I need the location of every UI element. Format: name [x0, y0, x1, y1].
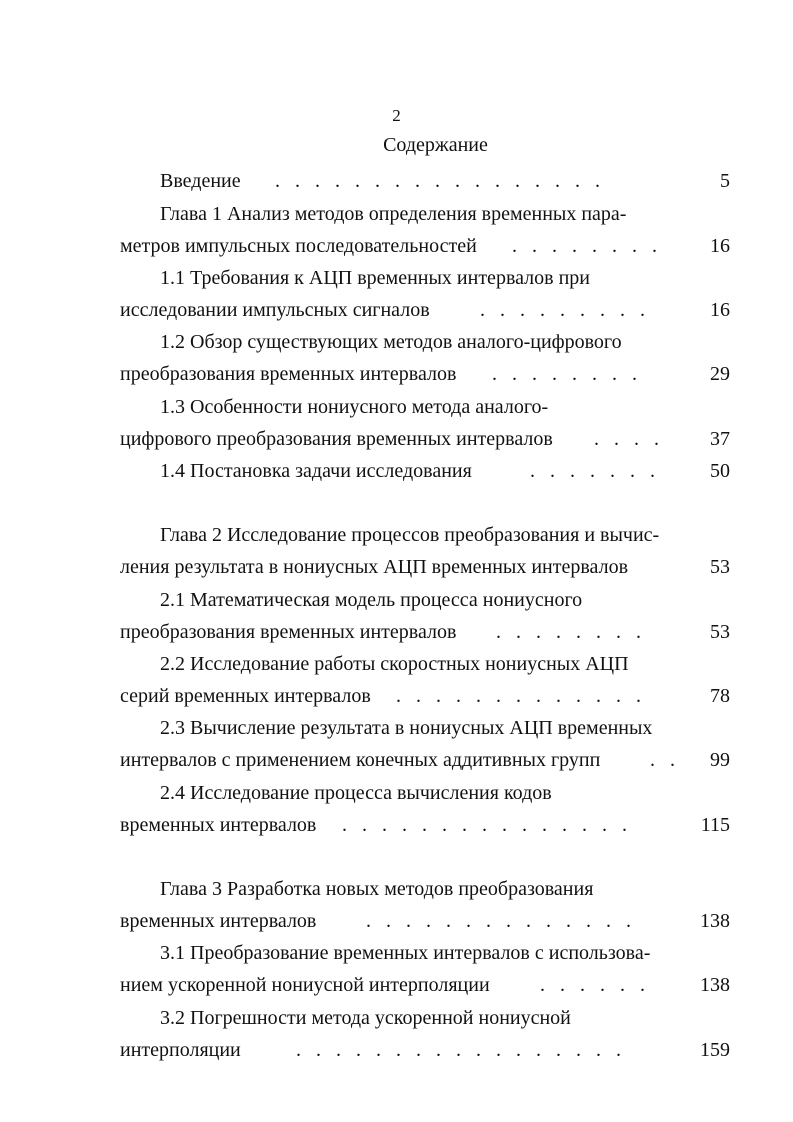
toc-entry-text: временных интервалов	[120, 814, 317, 836]
toc-leader: . .	[650, 749, 675, 771]
toc-page-number: 37	[710, 428, 730, 450]
toc-entry-text: нием ускоренной нониусной интерполяции	[120, 974, 490, 996]
toc-entry-text: метров импульсных последовательностей	[120, 235, 477, 257]
toc-page-number: 16	[710, 235, 730, 257]
toc-page-number: 138	[700, 974, 730, 996]
toc-entry-text: 1.2 Обзор существующих методов аналого-цифрового	[160, 331, 622, 353]
toc-entry-text: 2.3 Вычисление результата в нониусных АЦП временных	[160, 717, 653, 739]
toc-page-number: 99	[710, 749, 730, 771]
toc-page-number: 53	[710, 621, 730, 643]
toc-page-number: 29	[710, 363, 730, 385]
toc-entry-text: 3.1 Преобразование временных интервалов с использова-	[160, 942, 651, 964]
toc-entry-text: Глава 1 Анализ методов определения временных пара-	[160, 203, 627, 225]
toc-leader: . . . . . .	[540, 974, 645, 996]
toc-entry-text: 1.1 Требования к АЦП временных интервалов при	[160, 267, 590, 289]
toc-page-number: 16	[710, 299, 730, 321]
toc-entry-text: 1.3 Особенности нониусного метода аналого-	[160, 396, 549, 418]
toc-leader: . . . . . . . . . . . . .	[396, 685, 641, 707]
toc-entry-text: серий временных интервалов	[120, 685, 371, 707]
toc-entry-text: Введение	[160, 170, 241, 192]
toc-page-number: 138	[700, 910, 730, 932]
toc-entry-text: интервалов с применением конечных аддитивных групп	[120, 749, 601, 771]
toc-entry-text: 1.4 Постановка задачи исследования	[160, 460, 472, 482]
toc-page-number: 78	[710, 685, 730, 707]
toc-page-number: 159	[700, 1039, 730, 1061]
toc-page-number: 115	[700, 814, 730, 836]
toc-leader: . . . . . . . .	[496, 621, 641, 643]
toc-page-number: 53	[710, 556, 730, 578]
toc-leader: . . . .	[594, 428, 659, 450]
toc-page-number: 50	[710, 460, 730, 482]
toc-page-number: 5	[720, 170, 730, 192]
toc-entry-text: ления результата в нониусных АЦП временных интервалов	[120, 556, 629, 578]
toc-leader: . . . . . . . . . . . . . . . . .	[275, 170, 600, 192]
toc-entry-text: 3.2 Погрешности метода ускоренной нониусной	[160, 1007, 571, 1029]
toc-entry-text: цифрового преобразования временных интервалов	[120, 428, 553, 450]
toc-entry-text: 2.4 Исследование процесса вычисления кодов	[160, 782, 552, 804]
toc-leader: . . . . . . . . .	[480, 299, 645, 321]
toc-leader: . . . . . . . .	[492, 363, 637, 385]
toc-entry-text: 2.1 Математическая модель процесса нониусного	[160, 589, 583, 611]
toc-leader: . . . . . . . . . . . . . .	[366, 910, 631, 932]
page-title: Содержание	[383, 134, 488, 156]
toc-entry-text: исследовании импульсных сигналов	[120, 299, 430, 321]
toc-leader: . . . . . . . .	[512, 235, 657, 257]
toc-entry-text: 2.2 Исследование работы скоростных нониусных АЦП	[160, 653, 629, 675]
toc-entry-text: временных интервалов	[120, 910, 317, 932]
toc-leader: . . . . . . .	[530, 460, 655, 482]
toc-leader: . . . . . . . . . . . . . . .	[342, 814, 627, 836]
toc-leader: . . . . . . . . . . . . . . . . .	[296, 1039, 621, 1061]
toc-entry-text: интерполяции	[120, 1039, 241, 1061]
page-number: 2	[392, 106, 401, 125]
toc-entry-text: Глава 3 Разработка новых методов преобразования	[160, 878, 594, 900]
toc-entry-text: преобразования временных интервалов	[120, 621, 457, 643]
toc-entry-text: преобразования временных интервалов	[120, 363, 457, 385]
toc-entry-text: Глава 2 Исследование процессов преобразования и вычис-	[160, 524, 660, 546]
